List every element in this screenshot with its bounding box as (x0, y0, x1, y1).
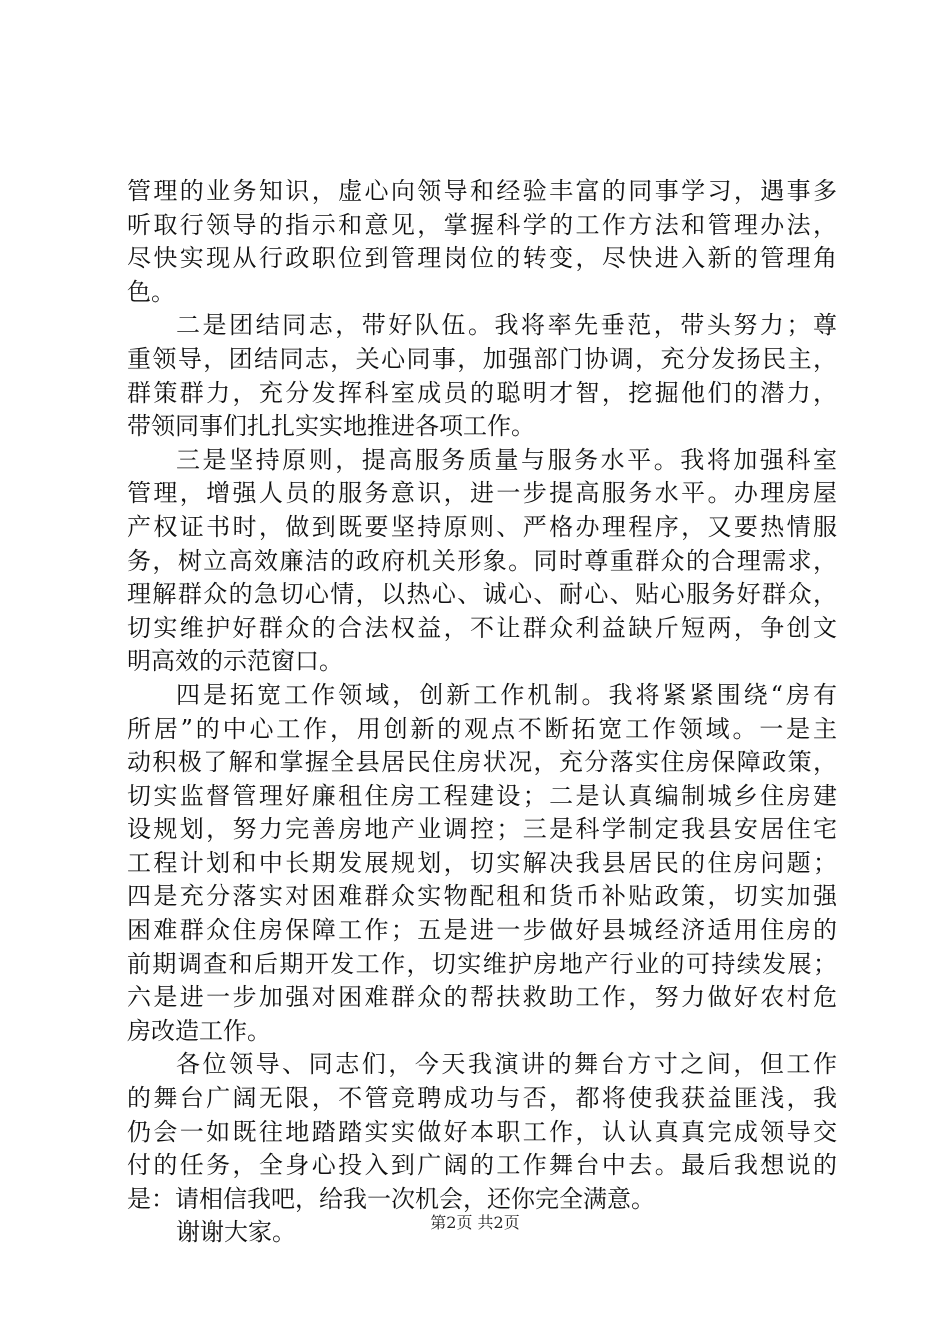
text-line: 六是进一步加强对困难群众的帮扶救助工作，努力做好农村危 (127, 983, 837, 1012)
paragraph-first-line: 四是拓宽工作领域，创新工作机制。我将紧紧围绕“房有 (176, 680, 837, 709)
text-line: 所居”的中心工作，用创新的观点不断拓宽工作领域。一是主 (127, 714, 837, 743)
text-line: 务，树立高效廉洁的政府机关形象。同时尊重群众的合理需求， (127, 546, 837, 575)
text-line: 听取行领导的指示和意见，掌握科学的工作方法和管理办法， (127, 210, 837, 239)
text-line: 付的任务，全身心投入到广阔的工作舞台中去。最后我想说的 (127, 1151, 837, 1180)
paragraph-first-line: 谢谢大家。 (176, 1218, 296, 1247)
text-line: 明高效的示范窗口。 (127, 647, 343, 676)
text-line: 管理的业务知识，虚心向领导和经验丰富的同事学习，遇事多 (127, 177, 837, 205)
text-line: 仍会一如既往地踏踏实实做好本职工作，认认真真完成领导交 (127, 1117, 837, 1146)
text-line: 的舞台广阔无限，不管竞聘成功与否，都将使我获益匪浅，我 (127, 1084, 837, 1113)
text-line: 切实维护好群众的合法权益，不让群众利益缺斤短两，争创文 (127, 613, 837, 642)
text-line: 产权证书时，做到既要坚持原则、严格办理程序，又要热情服 (127, 512, 837, 541)
paragraph-first-line: 二是团结同志，带好队伍。我将率先垂范，带头努力；尊 (176, 311, 837, 340)
document-body (127, 175, 837, 1250)
paragraph-first-line: 三是坚持原则，提高服务质量与服务水平。我将加强科室 (176, 445, 837, 474)
text-line: 群策群力，充分发挥科室成员的聪明才智，挖掘他们的潜力， (127, 378, 837, 407)
text-line: 切实监督管理好廉租住房工程建设；二是认真编制城乡住房建 (127, 781, 837, 810)
text-line: 困难群众住房保障工作；五是进一步做好县城经济适用住房的 (127, 916, 837, 945)
page-footer: 第2页 共2页 (430, 1213, 520, 1232)
text-line: 理解群众的急切心情，以热心、诚心、耐心、贴心服务好群众， (127, 580, 837, 609)
text-line: 重领导，团结同志，关心同事，加强部门协调，充分发扬民主， (127, 344, 837, 373)
text-line: 前期调查和后期开发工作，切实维护房地产行业的可持续发展； (127, 949, 837, 978)
text-line: 管理，增强人员的服务意识，进一步提高服务水平。办理房屋 (127, 479, 837, 508)
text-line: 工程计划和中长期发展规划，切实解决我县居民的住房问题； (127, 848, 837, 877)
text-line: 四是充分落实对困难群众实物配租和货币补贴政策，切实加强 (127, 882, 837, 911)
text-line: 设规划，努力完善房地产业调控；三是科学制定我县安居住宅 (127, 815, 837, 844)
text-line: 色。 (127, 277, 175, 306)
text-line: 是：请相信我吧，给我一次机会，还你完全满意。 (127, 1184, 655, 1213)
paragraph-first-line: 各位领导、同志们，今天我演讲的舞台方寸之间，但工作 (176, 1050, 837, 1079)
text-line: 尽快实现从行政职位到管理岗位的转变，尽快进入新的管理角 (127, 244, 837, 273)
text-line: 动积极了解和掌握全县居民住房状况，充分落实住房保障政策， (127, 748, 837, 777)
text-line: 带领同事们扎扎实实地推进各项工作。 (127, 412, 535, 441)
text-line: 房改造工作。 (127, 1016, 271, 1045)
